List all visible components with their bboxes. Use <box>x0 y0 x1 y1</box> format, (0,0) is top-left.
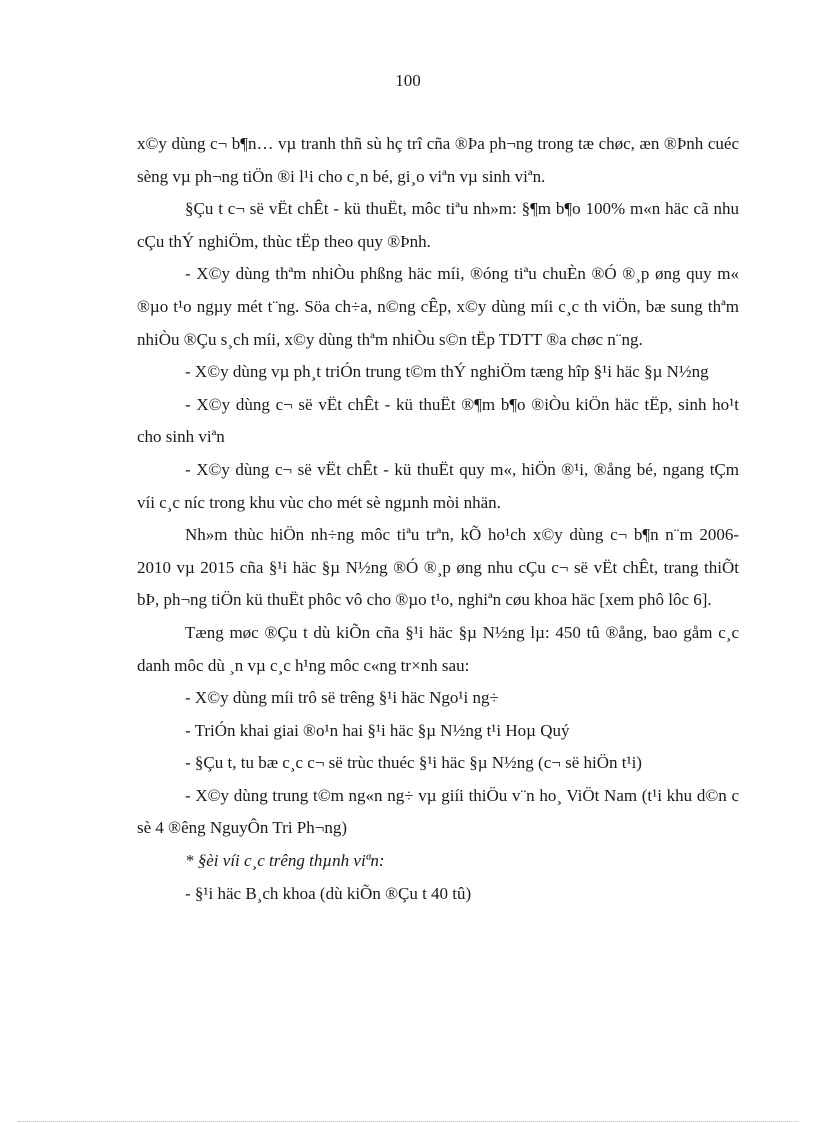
paragraph-student-facilities: - X©y dùng c¬ së vËt chÊt - kü thuËt ®¶m b¶o ®iÒu kiÖn häc tËp, sinh ho¹t cho sinh viªn <box>137 394 739 447</box>
paragraph-lab-center: - X©y dùng vµ ph¸t triÓn trung t©m thÝ nghiÖm tæng hîp §¹i häc §µ N½ng <box>185 362 709 382</box>
paragraph-continuation: x©y dùng c¬ b¶n… vµ tranh thñ sù hç trî cña ®Þa ph¬ng trong tæ chøc, æn ®Þnh cuéc sèng vµ ph¬ng tiÖn ®i l¹i cho c¸n bé, gi¸o viªn vµ sinh viªn. <box>137 134 739 186</box>
section-subheading: * §èi víi c¸c trêng thµnh viªn: <box>185 851 385 871</box>
paragraph-investment-goal: §Çu t c¬ së vËt chÊt - kü thuËt, môc tiªu nh»m: §¶m b¶o 100% m«n häc cã nhu cÇu thÝ nghiÖm, thùc tËp theo quy ®Þnh. <box>137 199 739 251</box>
paragraph-total-investment: Tæng møc ®Çu t dù kiÕn cña §¹i häc §µ N½ng lµ: 450 tû ®ång, bao gåm c¸c danh môc dù ¸n vµ c¸c h¹ng môc c«ng tr×nh sau: <box>137 622 739 675</box>
list-item: - §Çu t, tu bæ c¸c c¬ së trùc thuéc §¹i häc §µ N½ng (c¬ së hiÖn t¹i) <box>185 753 642 773</box>
list-item: - TriÓn khai giai ®o¹n hai §¹i häc §µ N½ng t¹i Hoµ Quý <box>185 720 570 740</box>
paragraph-new-classrooms: - X©y dùng thªm nhiÒu phßng häc míi, ®óng tiªu chuÈn ®Ó ®¸p øng quy m« ®µo t¹o ngµy mét t¨ng. Söa ch÷a, n©ng cÊp, x©y dùng míi c¸c th viÖn, bæ sung thªm nhiÒu ®Çu s¸ch míi, x©y dùng thªm nhiÒu s©n tËp TDTT ®a chøc n¨ng. <box>137 264 739 349</box>
document-body <box>137 128 739 910</box>
paragraph-construction-plan: Nh»m thùc hiÖn nh÷ng môc tiªu trªn, kÕ ho¹ch x©y dùng c¬ b¶n n¨m 2006-2010 vµ 2015 cña §¹i häc §µ N½ng ®Ó ®¸p øng nhu cÇu c¬ së vËt chÊt, trang thiÕt bÞ, ph¬ng tiÖn kü thuËt phôc vô cho ®µo t¹o, nghiªn cøu khoa häc [xem phô lôc 6]. <box>137 525 739 610</box>
list-item: - X©y dùng trung t©m ng«n ng÷ vµ giíi thiÖu v¨n ho¸ ViÖt Nam (t¹i khu d©n c sè 4 ®êng NguyÔn Tri Ph¬ng) <box>137 785 739 838</box>
page-number: 100 <box>395 71 421 90</box>
page-bottom-divider <box>18 1121 798 1122</box>
paragraph-modern-facilities: - X©y dùng c¬ së vËt chÊt - kü thuËt quy m«, hiÖn ®¹i, ®ång bé, ngang tÇm víi c¸c níc trong khu vùc cho mét sè ngµnh mòi nhän. <box>137 459 739 512</box>
list-item: - §¹i häc B¸ch khoa (dù kiÕn ®Çu t 40 tû) <box>185 883 472 903</box>
list-item: - X©y dùng míi trô së trêng §¹i häc Ngo¹i ng÷ <box>185 688 499 708</box>
